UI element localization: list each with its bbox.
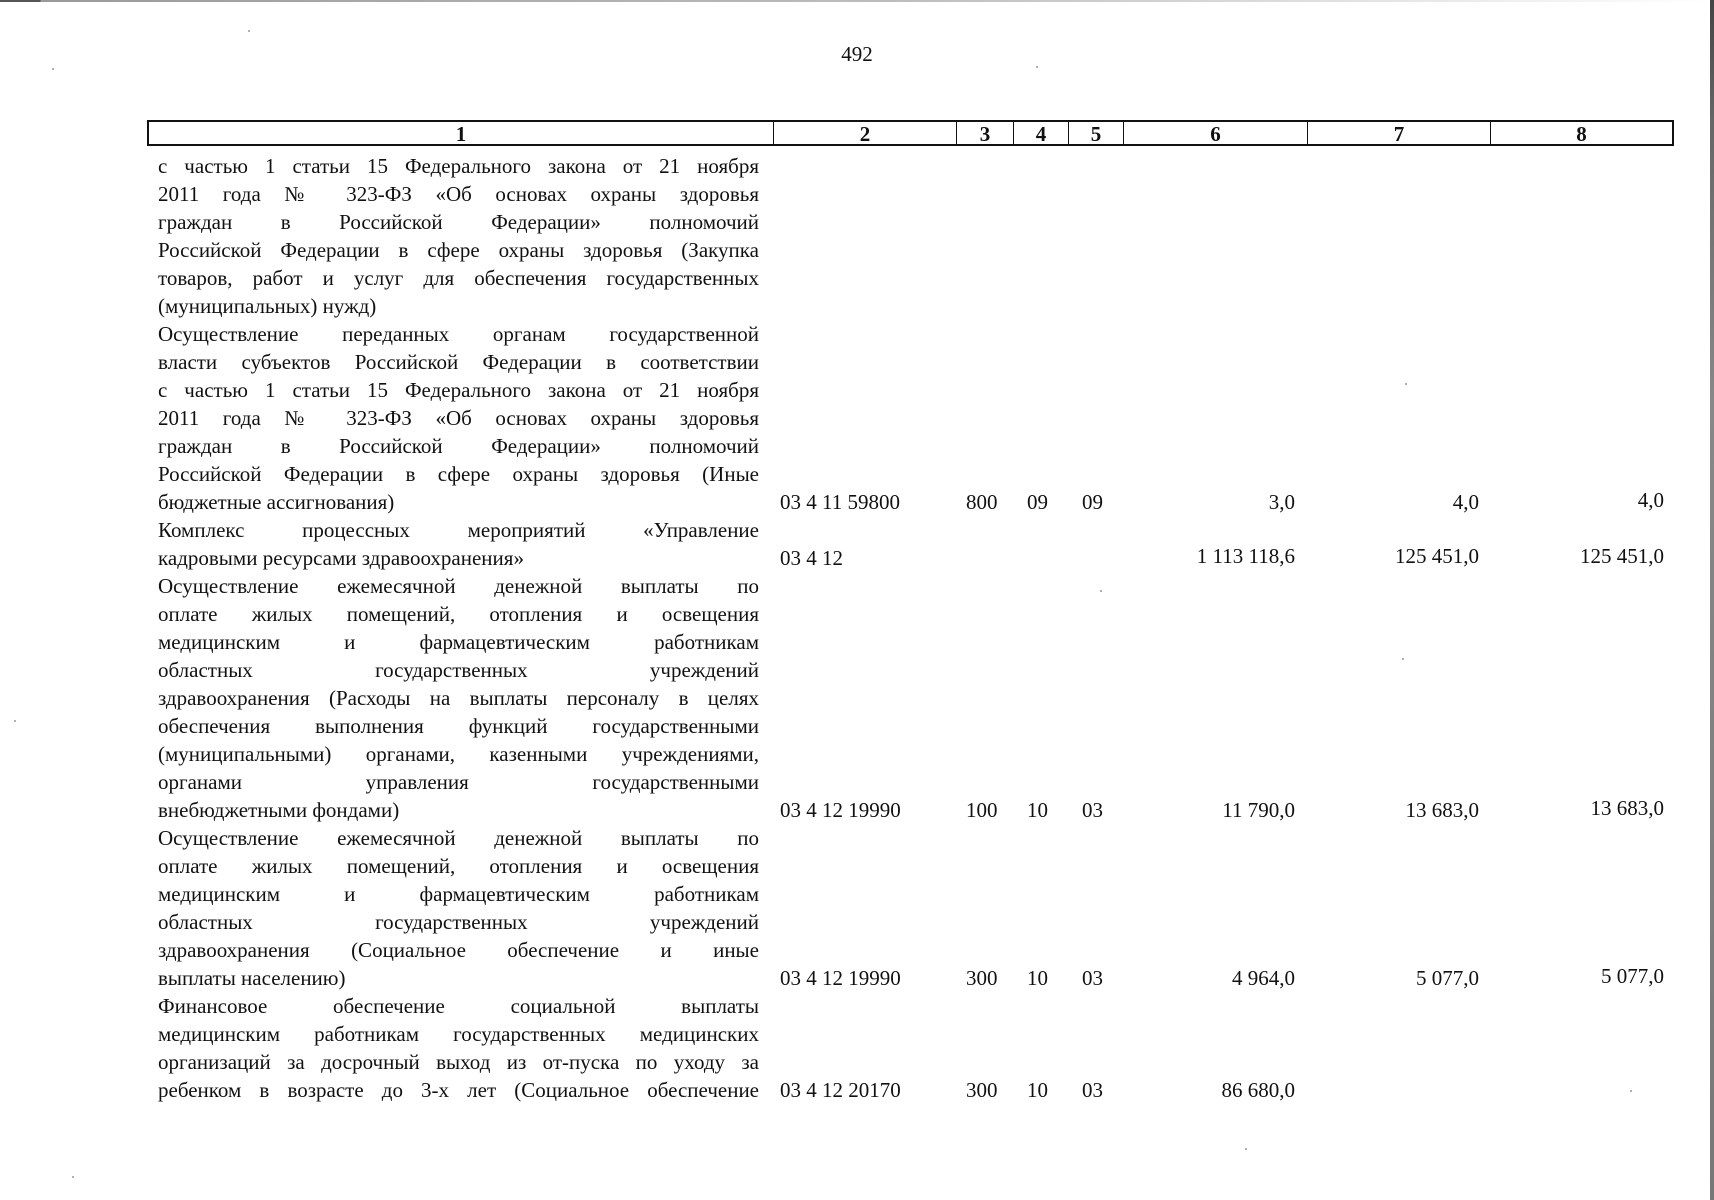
description-line: с частью 1 статьи 15 Федерального закона от 21 ноября — [158, 378, 759, 402]
description-line: (муниципальными) органами, казенными учреждениями, — [158, 742, 759, 766]
description-line: оплате жилых помещений, отопления и освещения — [158, 602, 759, 626]
description-line: 2011 года № 323-ФЗ «Об основах охраны здоровья — [158, 406, 759, 430]
header-col-4: 4 — [1014, 122, 1069, 144]
header-col-7: 7 — [1308, 122, 1491, 144]
description-line: Осуществление ежемесячной денежной выплаты по — [158, 826, 759, 850]
description-line: Российской Федерации в сфере охраны здоровья (Иные — [158, 462, 759, 486]
scan-speck — [248, 30, 250, 32]
scan-speck — [1405, 383, 1407, 385]
description-line: здравоохранения (Расходы на выплаты персоналу в целях — [158, 686, 759, 710]
row-col-7: 125 451,0 — [1395, 544, 1479, 568]
description-line: ребенком в возрасте до 3-х лет (Социальное обеспечение — [158, 1078, 759, 1102]
table-row-description — [158, 152, 759, 320]
scan-speck — [14, 720, 16, 722]
scan-speck — [1100, 590, 1102, 592]
description-line: выплаты населению) — [158, 966, 346, 990]
table-row-description — [158, 824, 759, 992]
description-line: (муниципальных) нужд) — [158, 294, 377, 318]
description-line: медицинским работникам государственных медицинских — [158, 1022, 759, 1046]
description-line: областных государственных учреждений — [158, 658, 759, 682]
scan-speck — [1245, 1148, 1247, 1150]
row-col-6: 4 964,0 — [1232, 966, 1295, 990]
row-col-8: 13 683,0 — [1590, 796, 1664, 820]
header-col-5: 5 — [1069, 122, 1124, 144]
description-line: органами управления государственными — [158, 770, 759, 794]
description-line: Российской Федерации в сфере охраны здоровья (Закупка — [158, 238, 759, 262]
row-col-6: 3,0 — [1268, 490, 1295, 514]
description-line: Осуществление переданных органам государственной — [158, 322, 759, 346]
description-line: Комплекс процессных мероприятий «Управление — [158, 518, 759, 542]
scan-top-edge — [0, 0, 1714, 2]
row-col-4: 10 — [1027, 798, 1048, 822]
row-col-5: 09 — [1082, 490, 1103, 514]
description-line: внебюджетными фондами) — [158, 798, 400, 822]
description-line: граждан в Российской Федерации» полномочий — [158, 210, 759, 234]
row-code: 03 4 12 19990 — [780, 798, 901, 822]
header-col-2: 2 — [774, 122, 957, 144]
scan-speck — [52, 68, 54, 70]
description-line: 2011 года № 323-ФЗ «Об основах охраны здоровья — [158, 182, 759, 206]
row-col-3: 100 — [966, 798, 998, 822]
description-line: оплате жилых помещений, отопления и освещения — [158, 854, 759, 878]
description-line: власти субъектов Российской Федерации в соответствии — [158, 350, 759, 374]
description-line: Осуществление ежемесячной денежной выплаты по — [158, 574, 759, 598]
header-col-6: 6 — [1124, 122, 1308, 144]
row-col-5: 03 — [1082, 798, 1103, 822]
row-col-8: 4,0 — [1637, 488, 1664, 512]
row-col-6: 1 113 118,6 — [1196, 544, 1295, 568]
row-col-4: 10 — [1027, 1078, 1048, 1102]
description-line: с частью 1 статьи 15 Федерального закона от 21 ноября — [158, 154, 759, 178]
row-col-8: 5 077,0 — [1601, 964, 1664, 988]
row-col-7: 13 683,0 — [1405, 798, 1479, 822]
row-code: 03 4 12 19990 — [780, 966, 901, 990]
scan-speck — [72, 1176, 74, 1178]
row-col-4: 10 — [1027, 966, 1048, 990]
row-col-4: 09 — [1027, 490, 1048, 514]
row-col-3: 300 — [966, 1078, 998, 1102]
table-row-description — [158, 992, 759, 1104]
row-col-5: 03 — [1082, 966, 1103, 990]
header-col-3: 3 — [957, 122, 1014, 144]
row-code: 03 4 11 59800 — [780, 490, 900, 514]
header-col-8: 8 — [1576, 122, 1587, 146]
scan-speck — [1630, 1090, 1632, 1092]
description-line: здравоохранения (Социальное обеспечение и иные — [158, 938, 759, 962]
description-line: медицинским и фармацевтическим работникам — [158, 630, 759, 654]
scan-right-edge — [1710, 0, 1714, 1200]
page-number: 492 — [841, 42, 873, 66]
row-col-6: 86 680,0 — [1221, 1078, 1295, 1102]
row-col-5: 03 — [1082, 1078, 1103, 1102]
description-line: медицинским и фармацевтическим работникам — [158, 882, 759, 906]
description-line: Финансовое обеспечение социальной выплаты — [158, 994, 759, 1018]
row-col-3: 800 — [966, 490, 998, 514]
description-line: обеспечения выполнения функций государственными — [158, 714, 759, 738]
description-line: бюджетные ассигнования) — [158, 490, 395, 514]
table-row-description — [158, 516, 759, 572]
row-col-3: 300 — [966, 966, 998, 990]
table-header — [147, 120, 1674, 146]
description-line: кадровыми ресурсами здравоохранения» — [158, 546, 524, 570]
row-col-7: 4,0 — [1452, 490, 1479, 514]
description-line: областных государственных учреждений — [158, 910, 759, 934]
description-line: граждан в Российской Федерации» полномочий — [158, 434, 759, 458]
description-line: организаций за досрочный выход из от-пуска по уходу за — [158, 1050, 759, 1074]
row-code: 03 4 12 20170 — [780, 1078, 901, 1102]
description-line: товаров, работ и услуг для обеспечения государственных — [158, 266, 759, 290]
row-col-7: 5 077,0 — [1416, 966, 1479, 990]
scan-speck — [1036, 66, 1038, 68]
table-row-description — [158, 572, 759, 824]
scan-speck — [1402, 658, 1404, 660]
header-col-1: 1 — [149, 122, 774, 144]
row-col-8: 125 451,0 — [1580, 544, 1664, 568]
row-col-6: 11 790,0 — [1222, 798, 1295, 822]
row-code: 03 4 12 — [780, 546, 843, 570]
table-row-description — [158, 320, 759, 516]
